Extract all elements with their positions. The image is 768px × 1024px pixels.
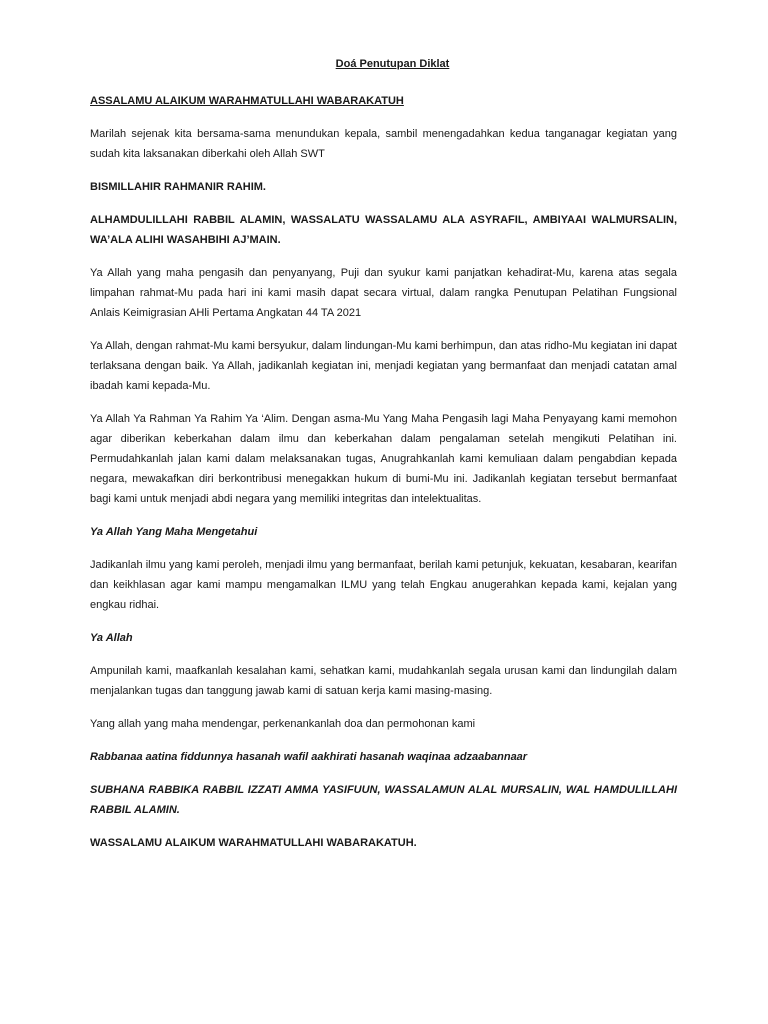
opening-greeting: ASSALAMU ALAIKUM WARAHMATULLAHI WABARAKATUH (90, 95, 404, 107)
bismillah-line: BISMILLAHIR RAHMANIR RAHIM. (90, 181, 266, 193)
document-page (90, 50, 677, 853)
closing-greeting: WASSALAMU ALAIKUM WARAHMATULLAHI WABARAKATUH. (90, 837, 417, 849)
document-title: Doá Penutupan Diklat (335, 58, 450, 70)
heading-ya-allah: Ya Allah (90, 632, 133, 644)
prayer-paragraph-5: Ampunilah kami, maafkanlah kesalahan kami, sehatkan kami, mudahkanlah segala urusan kami dan lindungilah dalam menjalankan tugas dan tanggung jawab kami di satuan kerja kami masing-masing. (90, 665, 677, 697)
heading-maha-mengetahui: Ya Allah Yang Maha Mengetahui (90, 526, 258, 538)
rabbanaa-line: Rabbanaa aatina fiddunnya hasanah wafil aakhirati hasanah waqinaa adzaabannaar (90, 751, 528, 763)
prayer-paragraph-6: Yang allah yang maha mendengar, perkenankanlah doa dan permohonan kami (90, 718, 476, 730)
alhamdulillah-paragraph: ALHAMDULILLAHI RABBIL ALAMIN, WASSALATU WASSALAMU ALA ASYRAFIL, AMBIYAAI WALMURSALIN, WA’ALA ALIHI WASAHBIHI AJ’MAIN. (90, 214, 677, 246)
intro-paragraph: Marilah sejenak kita bersama-sama menundukan kepala, sambil menengadahkan kedua tanganagar kegiatan yang sudah kita laksanakan diberkahi oleh Allah SWT (90, 128, 677, 160)
subhana-paragraph: SUBHANA RABBIKA RABBIL IZZATI AMMA YASIFUUN, WASSALAMUN ALAL MURSALIN, WAL HAMDULILLAHI RABBIL ALAMIN. (90, 784, 677, 816)
prayer-paragraph-1: Ya Allah yang maha pengasih dan penyanyang, Puji dan syukur kami panjatkan kehadirat-Mu, karena atas segala limpahan rahmat-Mu pada hari ini kami masih dapat secara virtual, dalam rangka Penutupan Pelatihan Fungsional Anlais Keimigrasian AHli Pertama Angkatan 44 TA 2021 (90, 267, 677, 319)
prayer-paragraph-2: Ya Allah, dengan rahmat-Mu kami bersyukur, dalam lindungan-Mu kami berhimpun, dan atas ridho-Mu kegiatan ini dapat terlaksana dengan baik. Ya Allah, jadikanlah kegiatan ini, menjadi kegiatan yang bermanfaat dan menjadi catatan amal ibadah kami kepada-Mu. (90, 340, 677, 392)
prayer-paragraph-3: Ya Allah Ya Rahman Ya Rahim Ya ‘Alim. Dengan asma-Mu Yang Maha Pengasih lagi Maha Penyayang kami memohon agar diberikan keberkahan dalam ilmu dan keberkahan dalam pengalaman setelah mengikuti Pelatihan ini. Permudahkanlah jalan kami dalam melaksanakan tugas, Anugrahkanlah kami kemuliaan dalam pengabdian kepada negara, mewakafkan diri berkontribusi menegakkan hukum di bumi-Mu ini. Jadikanlah kegiatan tersebut bermanfaat bagi kami untuk menjadi abdi negara yang memiliki integritas dan intelektualitas. (90, 413, 677, 505)
prayer-paragraph-4: Jadikanlah ilmu yang kami peroleh, menjadi ilmu yang bermanfaat, berilah kami petunjuk, kekuatan, kesabaran, kearifan dan keikhlasan agar kami mampu mengamalkan ILMU yang telah Engkau anugerahkan kepada kami, kejalan yang engkau ridhai. (90, 559, 677, 611)
